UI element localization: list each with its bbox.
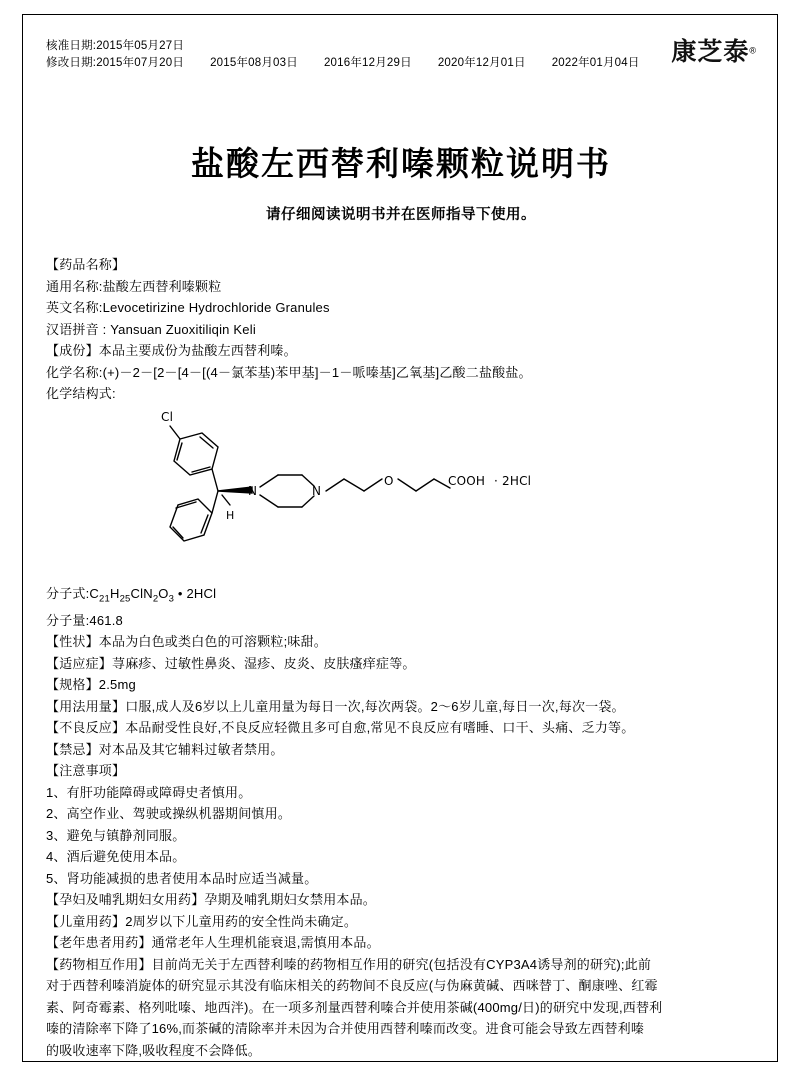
approval-date: 核准日期:2015年05月27日	[46, 40, 185, 52]
document-content	[46, 38, 756, 1061]
drug-interactions-line: 对于西替利嗪消旋体的研究显示其没有临床相关的药物间不良反应(与伪麻黄碱、西咪替丁、酮康唑、红霉	[46, 978, 658, 994]
indications: 【适应症】荨麻疹、过敏性鼻炎、湿疹、皮炎、皮肤瘙痒症等。	[46, 655, 416, 671]
precaution-item: 4、酒后避免使用本品。	[46, 849, 186, 865]
precautions-heading: 【注意事项】	[46, 763, 126, 779]
registered-mark-icon: ®	[749, 45, 756, 56]
precaution-item: 1、有肝功能障碍或障碍史者慎用。	[46, 784, 252, 800]
page-subtitle: 请仔细阅读说明书并在医师指导下使用。	[266, 207, 536, 223]
contraindications: 【禁忌】对本品及其它辅料过敏者禁用。	[46, 741, 284, 757]
svg-text:COOH: COOH	[448, 473, 486, 488]
pregnancy-use: 【孕妇及哺乳期妇女用药】孕期及哺乳期妇女禁用本品。	[46, 892, 377, 908]
svg-text:O: O	[384, 473, 394, 488]
revision-date-2: 2016年12月29日	[323, 57, 412, 69]
chemical-name: 化学名称:(+)－2－[2－[4－[(4－氯苯基)苯甲基]－1－哌嗪基]乙氧基]乙酸二盐酸盐。	[46, 364, 532, 380]
header-dates	[46, 38, 756, 72]
adverse-reactions: 【不良反应】本品耐受性良好,不良反应轻微且多可自愈,常见不良反应有嗜睡、口干、头痛、乏力等。	[46, 720, 635, 736]
structure-label: 化学结构式:	[46, 386, 116, 401]
pediatric-use: 【儿童用药】2周岁以下儿童用药的安全性尚未确定。	[46, 913, 358, 929]
dosage-and-administration: 【用法用量】口服,成人及6岁以上儿童用量为每日一次,每次两袋。2～6岁儿童,每日一次,每次一袋。	[46, 698, 625, 714]
svg-text:· 2HCl: · 2HCl	[494, 473, 532, 488]
generic-name: 通用名称:盐酸左西替利嗪颗粒	[46, 278, 222, 294]
molecular-formula: 分子式$:C_{21}H_{25}ClN_2O_3$ • 2HCl	[46, 585, 217, 605]
properties: 【性状】本品为白色或类白色的可溶颗粒;味甜。	[46, 634, 328, 650]
pinyin-name: 汉语拼音 : Yansuan Zuoxitiliqin Keli	[46, 321, 256, 337]
svg-text:N: N	[248, 483, 258, 498]
svg-text:Cl: Cl	[161, 409, 174, 424]
specification: 【规格】2.5mg	[46, 677, 136, 693]
revision-date-4: 2022年01月04日	[551, 57, 640, 69]
drug-interactions-line: 嗪的清除率下降了16%,而茶碱的清除率并未因为合并使用西替利嗪而改变。进食可能会导致左西替利嗪	[46, 1021, 645, 1037]
geriatric-use: 【老年患者用药】通常老年人生理机能衰退,需慎用本品。	[46, 935, 380, 951]
drug-interactions-line: 的吸收速率下降,吸收程度不会降低。	[46, 1042, 262, 1058]
chemical-structure-diagram	[46, 409, 756, 577]
english-name: 英文名称:Levocetirizine Hydrochloride Granules	[46, 300, 330, 315]
section-name-heading: 【药品名称】	[46, 257, 126, 272]
molecular-weight: 分子量:461.8	[46, 612, 123, 628]
brand-name: 康芝泰	[671, 39, 750, 66]
precaution-item: 3、避免与镇静剂同服。	[46, 827, 186, 843]
precaution-item: 5、肾功能减损的患者使用本品时应适当减量。	[46, 870, 318, 886]
drug-interactions-line: 素、阿奇霉素、格列吡嗪、地西泮)。在一项多剂量西替利嗪合并使用茶碱(400mg/日)的研究中发现,西替利	[46, 999, 663, 1015]
revision-date-3: 2020年12月01日	[437, 57, 526, 69]
revision-dates-line	[46, 55, 756, 72]
svg-text:H: H	[226, 508, 235, 522]
brand-logo	[671, 32, 756, 68]
page-title: 盐酸左西替利嗪颗粒说明书	[191, 144, 611, 183]
document-body	[46, 254, 756, 1061]
revision-date-1: 2015年08月03日	[210, 57, 298, 69]
drug-interactions-line: 【药物相互作用】目前尚无关于左西替利嗪的药物相互作用的研究(包括没有CYP3A4诱导剂的研究);此前	[46, 956, 652, 972]
revision-date-label: 修改日期:2015年07月20日	[46, 57, 185, 69]
svg-text:N: N	[312, 483, 322, 498]
ingredients: 【成份】本品主要成份为盐酸左西替利嗪。	[46, 343, 297, 358]
precaution-item: 2、高空作业、驾驶或操纵机器期间慎用。	[46, 806, 292, 822]
